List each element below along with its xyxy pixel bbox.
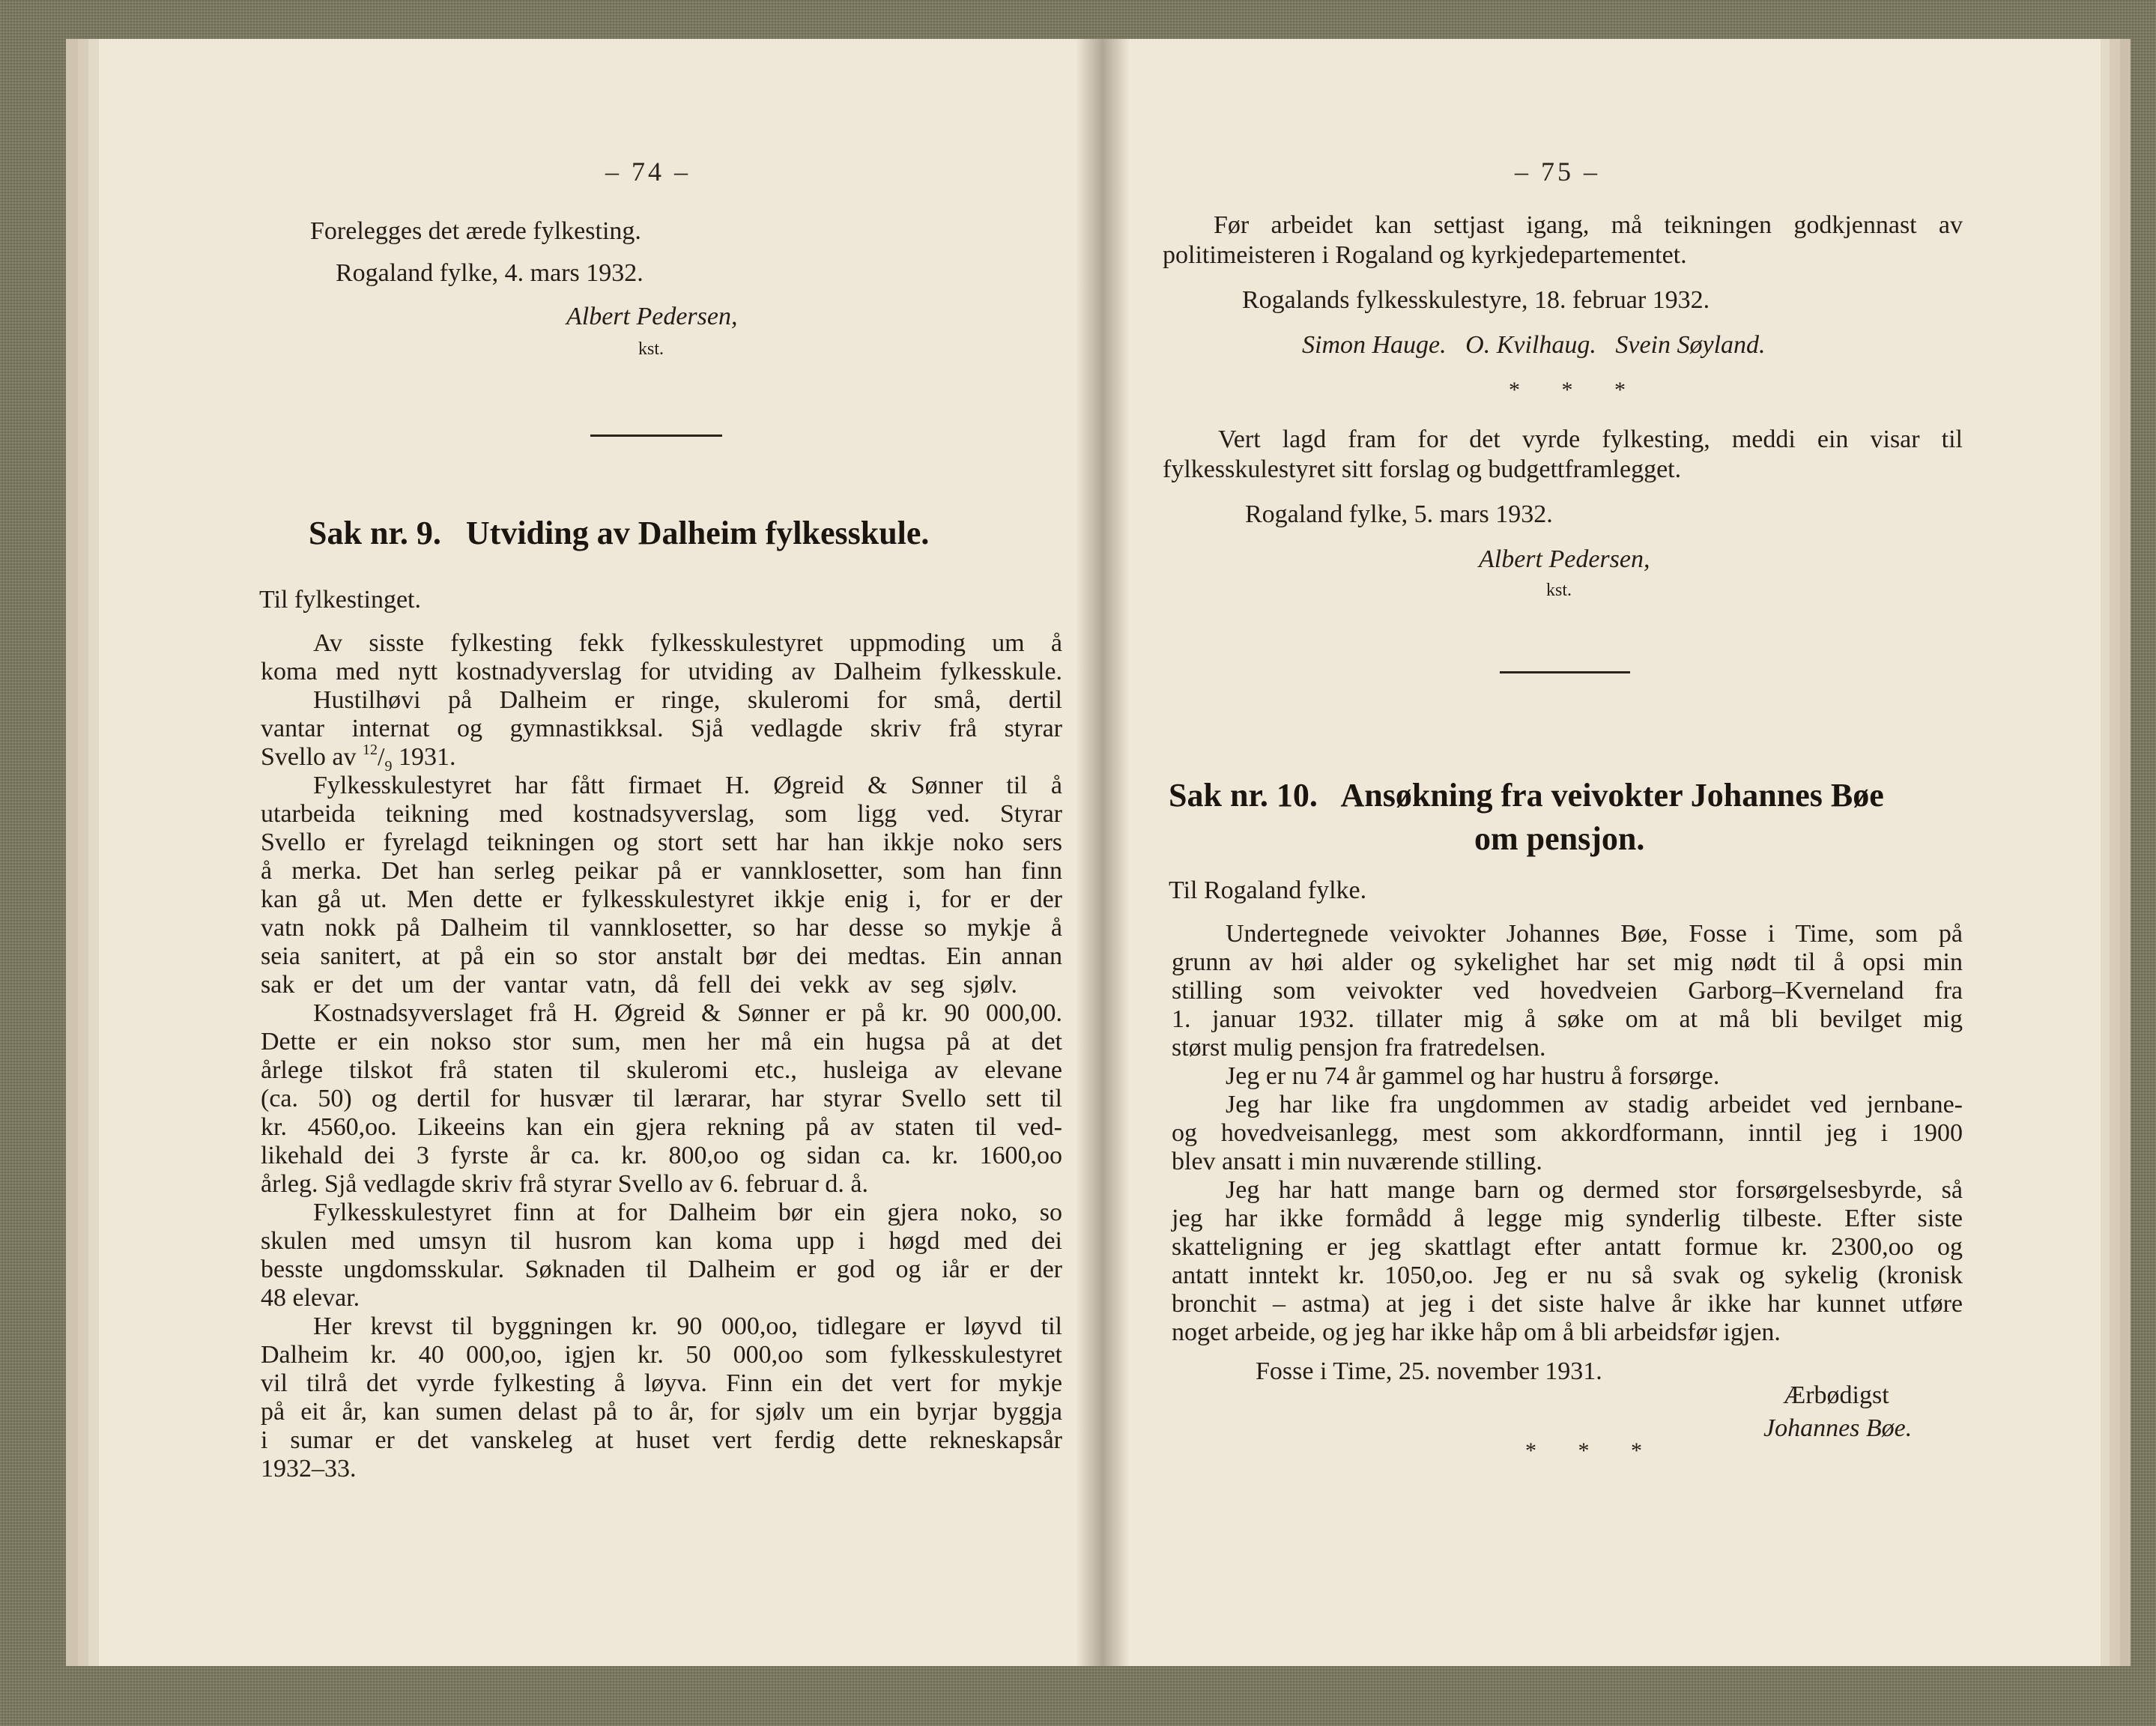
body-line: årleg. Sjå vedlagde skriv frå styrar Svello av 6. februar d. å.	[261, 1170, 868, 1198]
body-line: utarbeida teikning med kostnadsyverslag, som ligg ved. Styrar	[261, 800, 1062, 828]
place-date: Fosse i Time, 25. november 1931.	[1256, 1357, 1602, 1385]
body-line: Kostnadsyverslaget frå H. Øgreid & Sønner er på kr. 90 000,00.	[313, 999, 1062, 1027]
body-line: bronchit – astma) at jeg i det siste halve år ikke har kunnet utføre	[1172, 1290, 1963, 1318]
body-line: Vert lagd fram for det vyrde fylkesting, meddi ein visar til	[1218, 426, 1963, 453]
separator-stars: * * *	[1509, 378, 1644, 402]
section-rule	[590, 434, 722, 437]
body-line: Svello er fyrelagd teikningen og stort sett har han ikkje noko sers	[261, 829, 1062, 856]
signature-title: kst.	[638, 339, 664, 359]
body-line: Av sisste fylkesting fekk fylkesskulestyret uppmoding um å	[313, 629, 1062, 657]
body-line: 48 elevar.	[261, 1284, 360, 1312]
body-line: stilling som veivokter ved hovedveien Garborg–Kverneland fra	[1172, 977, 1963, 1005]
body-line: skatteligning er jeg skattlagt efter antatt formue kr. 2300,oo og	[1172, 1233, 1963, 1261]
body-line: sak er det um der vantar vatn, då fell dei vekk av seg sjølv.	[261, 971, 1017, 999]
body-line: likehald dei 3 fyrste år ca. kr. 800,oo og sidan ca. kr. 1600,oo	[261, 1142, 1062, 1169]
body-line: Hustilhøvi på Dalheim er ringe, skuleromi for små, dertil	[313, 686, 1062, 714]
body-line: antatt inntekt kr. 1050,oo. Jeg er nu så svak og sykelig (kronisk	[1172, 1262, 1963, 1289]
signature-title: kst.	[1546, 581, 1572, 600]
svello-year: 1931.	[398, 743, 456, 771]
body-line: på eit år, kan sumen delast på to år, for sjølv um ein byrjar byggja	[261, 1398, 1062, 1426]
date-subscript: 9	[384, 757, 393, 775]
body-line: (ca. 50) og dertil for husvær til lærarar, har styrar Svello sett til	[261, 1085, 1062, 1112]
date-superscript: 12	[362, 742, 378, 758]
intro-line: Rogaland fylke, 4. mars 1932.	[336, 259, 644, 287]
salutation: Til fylkestinget.	[259, 586, 421, 614]
body-line: i sumar er det vanskeleg at huset vert ferdig dette rekneskapsår	[261, 1426, 1062, 1454]
section-heading-9: Sak nr. 9. Utviding av Dalheim fylkesskule.	[309, 515, 930, 551]
svello-prefix: Svello av	[261, 743, 357, 771]
signers: Simon Hauge. O. Kvilhaug. Svein Søyland.	[1302, 331, 1766, 359]
body-line: fylkesskulestyret sitt forslag og budgettframlegget.	[1163, 455, 1682, 483]
body-line: Jeg er nu 74 år gammel og har hustru å forsørge.	[1226, 1062, 1720, 1090]
body-line: kan gå ut. Men dette er fylkesskulestyret ikkje enig i, for er der	[261, 885, 1062, 913]
salutation: Til Rogaland fylke.	[1169, 876, 1367, 904]
body-line: koma med nytt kostnadyverslag for utviding av Dalheim fylkesskule.	[261, 658, 1062, 685]
body-line: skulen med umsyn til husrom kan koma upp i høgd med dei	[261, 1227, 1062, 1255]
body-line: Undertegnede veivokter Johannes Bøe, Fosse i Time, som på	[1226, 920, 1963, 948]
body-line: årlege tilskot frå staten til skuleromi etc., husleiga av elevane	[261, 1056, 1062, 1084]
closing-name: Johannes Bøe.	[1763, 1414, 1913, 1442]
signature-name: Albert Pedersen,	[1479, 545, 1650, 573]
board-date: Rogalands fylkesskulestyre, 18. februar 1932.	[1242, 286, 1710, 314]
body-line: Jeg har like fra ungdommen av stadig arbeidet ved jernbane-	[1226, 1091, 1963, 1118]
body-line: Før arbeidet kan settjast igang, må teikningen godkjennast av	[1214, 211, 1963, 239]
body-line: og hovedveisanlegg, mest som akkordformann, inntil jeg i 1900	[1172, 1119, 1963, 1147]
body-line: kr. 4560,oo. Likeeins kan ein gjera rekning på av staten til ved-	[261, 1113, 1062, 1141]
body-line: Her krevst til byggningen kr. 90 000,oo, tidlegare er løyvd til	[313, 1312, 1062, 1340]
body-line: Fylkesskulestyret finn at for Dalheim bør ein gjera noko, so	[313, 1199, 1062, 1226]
body-line: jeg har ikke formådd å legge mig synderlig tilbeste. Efter siste	[1172, 1205, 1963, 1232]
body-line: vantar internat og gymnastikksal. Sjå vedlagde skriv frå styrar	[261, 715, 1062, 742]
closing: Ærbødigst	[1783, 1381, 1889, 1409]
page-number-left: – 74 –	[605, 157, 691, 187]
date-line: Rogaland fylke, 5. mars 1932.	[1245, 500, 1553, 528]
body-line: grunn av høi alder og sykelighet har set mig nødt til å opsi min	[1172, 948, 1963, 976]
body-line: Fylkesskulestyret har fått firmaet H. Øgreid & Sønner til å	[313, 772, 1062, 799]
body-line: Dette er ein nokso stor sum, men her må ein hugsa på at det	[261, 1028, 1062, 1056]
section-rule	[1500, 671, 1630, 673]
page-number-right: – 75 –	[1515, 157, 1600, 187]
body-line: å merka. Det han serleg peikar på er vannklosetter, som han finn	[261, 857, 1062, 885]
body-line: seia sanitert, at på ein so stor anstalt bør dei medtas. Ein annan	[261, 942, 1062, 970]
section-heading-10-cont: om pensjon.	[1474, 820, 1645, 857]
intro-line: Forelegges det ærede fylkesting.	[310, 217, 641, 245]
body-line: vatn nokk på Dalheim til vannklosetter, so har desse so mykje å	[261, 914, 1062, 942]
body-line: noget arbeide, og jeg har ikke håp om å bli arbeidsfør igjen.	[1172, 1318, 1781, 1346]
body-line: vil tilrå det vyrde fylkesting å løyva. Finn ein det vert for mykje	[261, 1369, 1062, 1397]
section-heading-10: Sak nr. 10. Ansøkning fra veivokter Johannes Bøe	[1169, 777, 1884, 814]
body-line: 1932–33.	[261, 1455, 357, 1483]
body-line-date: Svello av $^{12}/_9$ 1931.	[261, 742, 456, 775]
body-line: Jeg har hatt mange barn og dermed stor forsørgelsesbyrde, så	[1226, 1176, 1963, 1204]
body-line: 1. januar 1932. tillater mig å søke om at må bli bevilget mig	[1172, 1005, 1963, 1033]
signature-name: Albert Pedersen,	[566, 303, 738, 330]
body-line: politimeisteren i Rogaland og kyrkjedepartementet.	[1163, 241, 1687, 269]
body-line: Dalheim kr. 40 000,oo, igjen kr. 50 000,oo som fylkesskulestyret	[261, 1341, 1062, 1369]
body-line: besste ungdomsskular. Søknaden til Dalheim er god og iår er der	[261, 1256, 1062, 1283]
separator-stars: * * *	[1525, 1438, 1660, 1463]
body-line: størst mulig pensjon fra fratredelsen.	[1172, 1034, 1546, 1062]
body-line: blev ansatt i min nuværende stilling.	[1172, 1148, 1542, 1175]
